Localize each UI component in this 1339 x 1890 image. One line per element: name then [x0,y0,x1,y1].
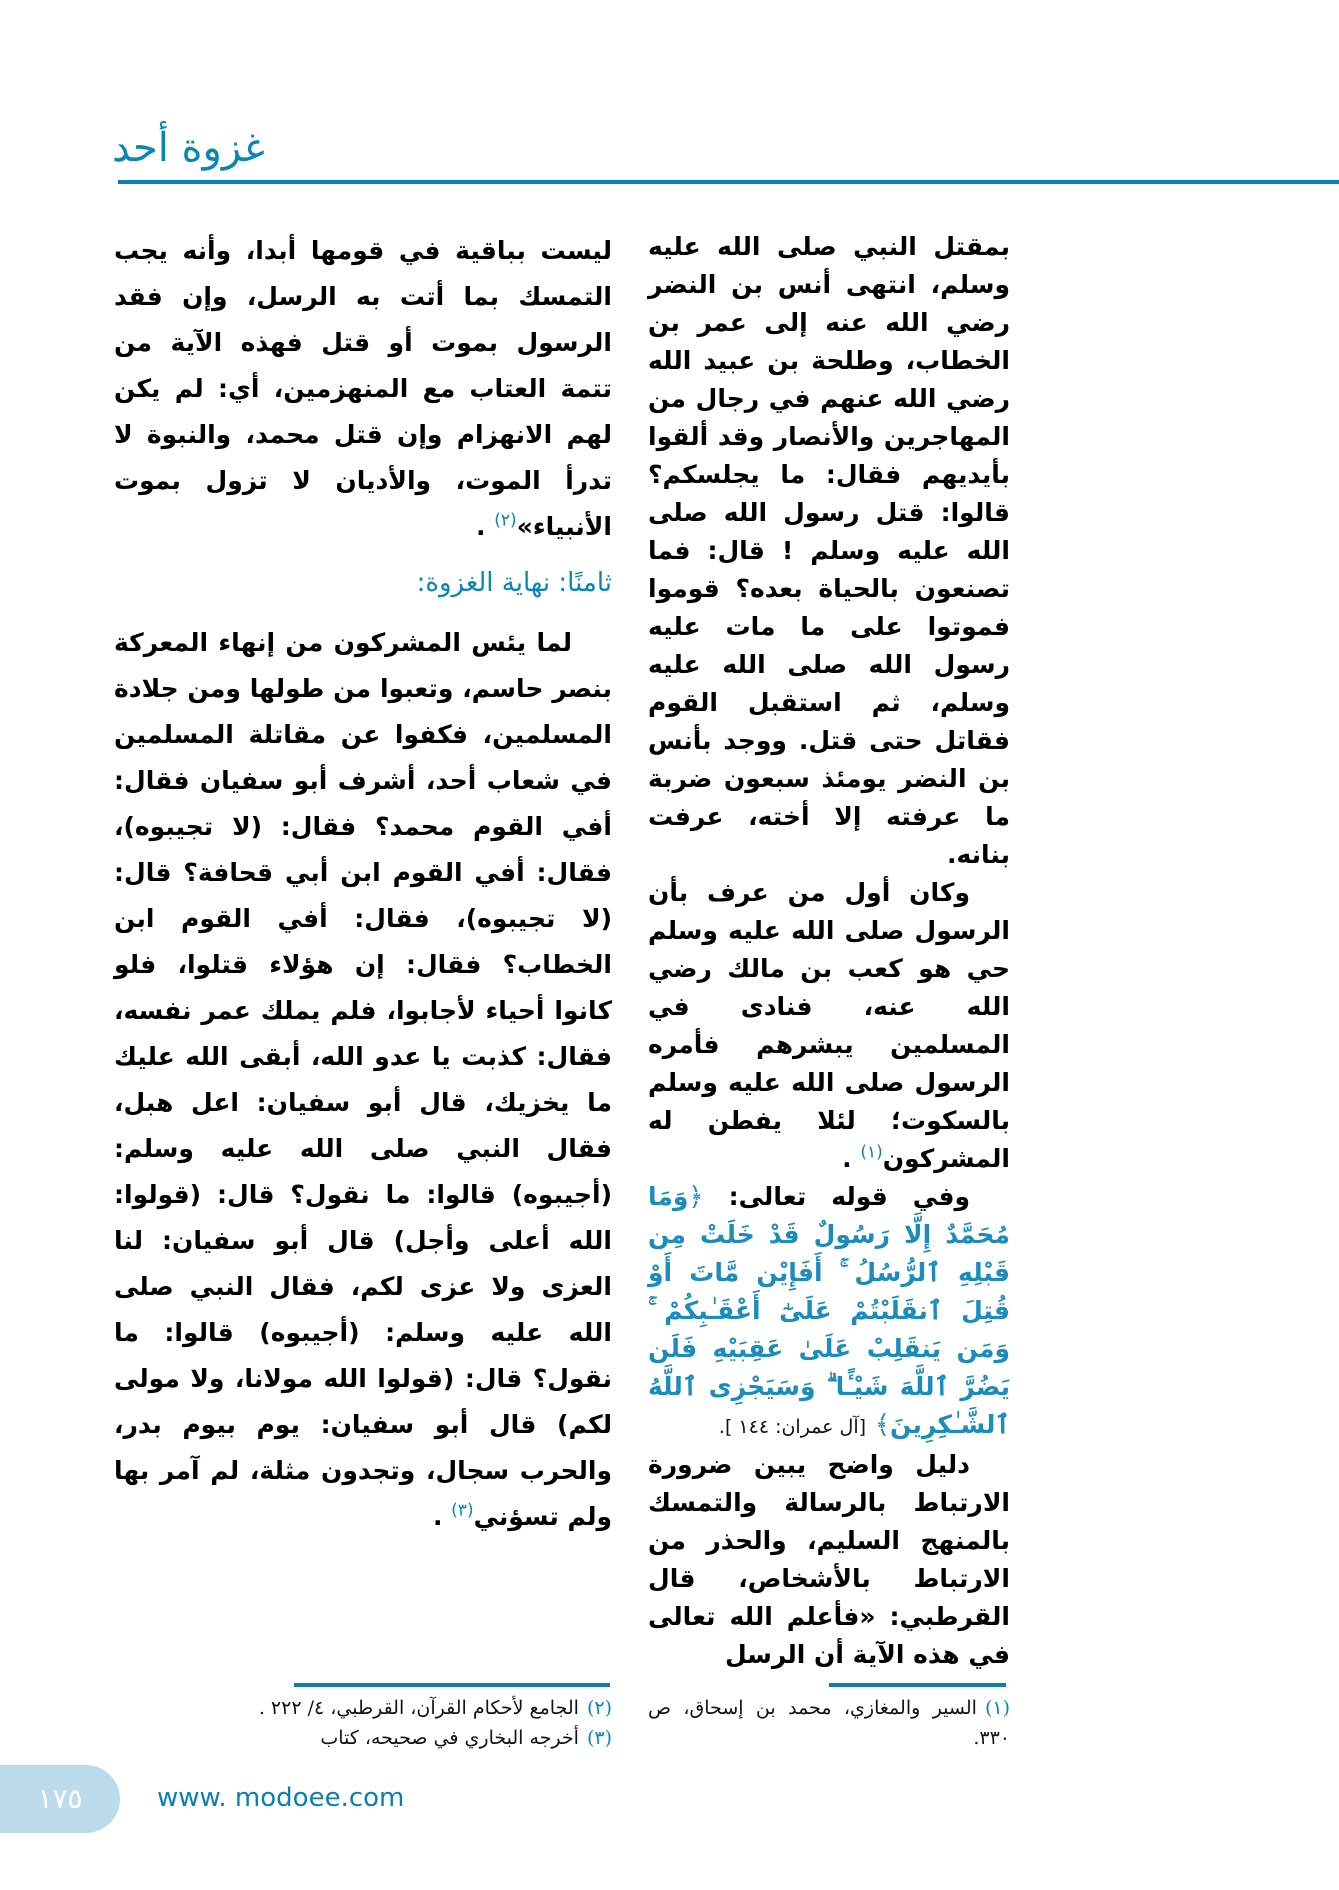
footnote-separator [829,1683,1006,1687]
paragraph [648,1446,1010,1674]
footnote-text: أخرجه البخاري في صحيحه، كتاب [320,1727,579,1749]
footnote-number: (٣) [586,1727,612,1749]
verse-close-ornament-icon: ﴾ [874,1410,890,1440]
punctuation: . [432,1502,443,1531]
paragraph-text: بمقتل النبي صلى الله عليه وسلم، انتهى أنس بن النضر رضي الله عنه إلى عمر بن الخطاب، وطلحة بن عبيد الله رضي الله عنهم في رجال من المهاجرين والأنصار وقد ألقوا بأيديهم فقال: ما يجلسكم؟ قالوا: قتل رسول الله صلى الله عليه وسلم ! قال: فما تصنعون بالحياة بعده؟ قوموا فموتوا على ما مات عليه رسول الله صلى الله عليه وسلم، ثم استقبل القوم فقاتل حتى قتل. ووجد بأنس بن النضر يومئذ سبعون ضربة ما عرفته إلا أخته، عرفت بنانه. [648,232,1010,869]
verse-citation: [آل عمران: ١٤٤ ]. [718,1416,867,1438]
verse-open-ornament-icon: ﴿ [688,1182,704,1212]
paragraph [114,620,612,1540]
footnotes-right [648,1693,1010,1753]
column-spacer [648,1674,1010,1683]
footnote-ref-3[interactable]: (٣) [451,1500,474,1521]
header-rule [118,180,1339,184]
footnote-text: الجامع لأحكام القرآن، القرطبي، ٤/ ٢٢٢ . [258,1697,579,1719]
left-column-stack [114,228,612,1753]
paragraph [648,874,1010,1178]
footnote-ref-2[interactable]: (٢) [494,510,517,531]
paragraph-text: دليل واضح يبين ضرورة الارتباط بالرسالة والتمسك بالمنهج السليم، والحذر من الارتباط بالأشخاص، قال القرطبي: «فأعلم الله تعالى في هذه الآية أن الرسل [648,1450,1010,1669]
footnotes-left [114,1693,612,1753]
section-heading: ثامنًا: نهاية الغزوة: [416,568,612,598]
footnote-number: (١) [984,1697,1010,1719]
paragraph-text: ليست بباقية في قومها أبدا، وأنه يجب التمسك بما أتت به الرسل، وإن فقد الرسول بموت أو قتل فهذه الآية من تتمة العتاب مع المنهزمين، أي: لم يكن لهم الانهزام وإن قتل محمد، والنبوة لا تدرأ الموت، والأديان لا تزول بموت الأنبياء» [114,236,612,541]
footnote-item [114,1693,612,1723]
right-column [648,228,1010,1674]
paragraph-text: وكان أول من عرف بأن الرسول صلى الله عليه وسلم حي هو كعب بن مالك رضي الله عنه، فنادى في المسلمين يبشرهم فأمره الرسول صلى الله عليه وسلم بالسكوت؛ لئلا يفطن له المشركون [648,878,1010,1173]
footnote-ref-1[interactable]: (١) [860,1142,883,1163]
footnote-item [648,1693,1010,1753]
paragraph-text: لما يئس المشركون من إنهاء المعركة بنصر حاسم، وتعبوا من طولها ومن جلادة المسلمين، فكفوا عن مقاتلة المسلمين في شعاب أحد، أشرف أبو سفيان فقال: أفي القوم محمد؟ فقال: (لا تجيبوه)، فقال: أفي القوم ابن أبي قحافة؟ قال: (لا تجيبوه)، فقال: أفي القوم ابن الخطاب؟ فقال: إن هؤلاء قتلوا، فلو كانوا أحياء لأجابوا، فلم يملك عمر نفسه، فقال: كذبت يا عدو الله، أبقى الله عليك ما يخزيك، قال أبو سفيان: اعل هبل، فقال النبي صلى الله عليه وسلم: (أجيبوه) قالوا: ما نقول؟ قال: (قولوا: الله أعلى وأجل) قال أبو سفيان: لنا العزى ولا عزى لكم، فقال النبي صلى الله عليه وسلم: (أجيبوه) قالوا: ما نقول؟ قال: (قولوا الله مولانا، ولا مولى لكم) قال أبو سفيان: يوم بيوم بدر، والحرب سجال، وتجدون مثلة، لم آمر بها ولم تسؤني [114,628,612,1531]
right-column-stack [648,228,1010,1753]
page-number-badge: ١٧٥ [0,1765,120,1833]
punctuation: . [476,512,486,541]
punctuation: . [842,1144,852,1173]
footnote-item [114,1723,612,1753]
column-spacer [114,1540,612,1683]
running-header-title: غزوة أحد [112,125,265,171]
footnote-separator [294,1683,610,1687]
paragraph [114,228,612,550]
website-link[interactable]: www. modoee.com [157,1783,405,1813]
verse-intro: وفي قوله تعالى: [728,1182,970,1211]
quran-verse: وَمَا مُحَمَّدٌ إِلَّا رَسُولٌ قَدْ خَلَتْ مِن قَبْلِهِ ٱلرُّسُلُ ۚ أَفَإِيْن مَّاتَ أَوْ قُتِلَ ٱنقَلَبْتُمْ عَلَىٰٓ أَعْقَـٰبِكُمْ ۚ وَمَن يَنقَلِبْ عَلَىٰ عَقِبَيْهِ فَلَن يَضُرَّ ٱللَّهَ شَيْـًٔا ۗ وَسَيَجْزِى ٱللَّهُ ٱلشَّـٰكِرِينَ [648,1182,1010,1439]
footnote-text: السير والمغازي، محمد بن إسحاق، ص ٣٣٠. [648,1697,1010,1749]
verse-paragraph [648,1178,1010,1446]
left-column [114,228,612,1540]
paragraph [648,228,1010,874]
footnote-number: (٢) [586,1697,612,1719]
